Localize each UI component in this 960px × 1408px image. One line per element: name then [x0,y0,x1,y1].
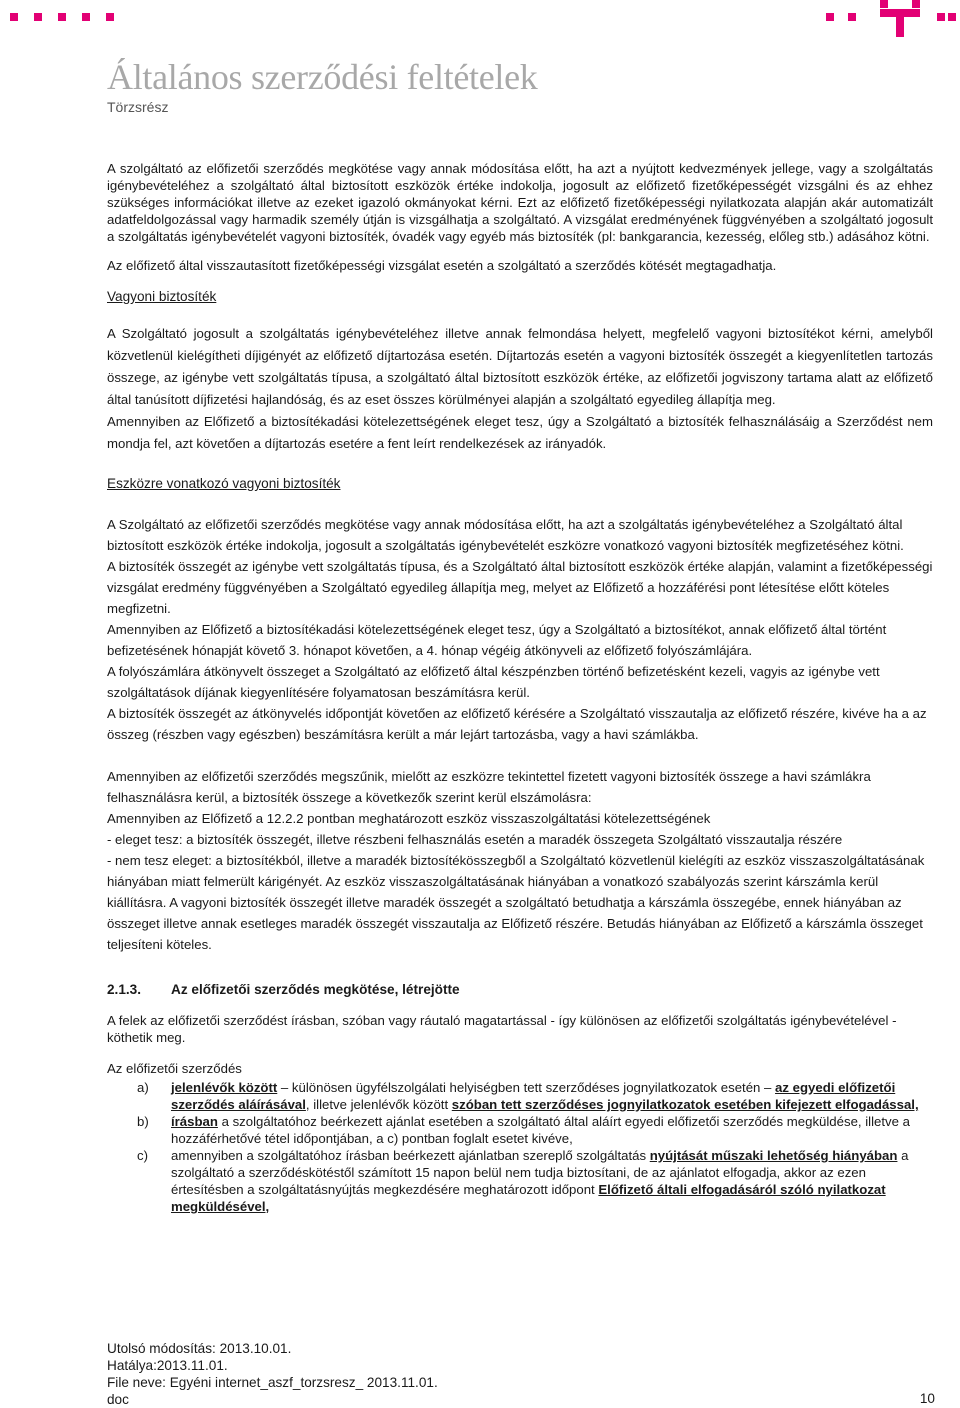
brand-square [106,13,114,21]
list-item [107,1113,933,1147]
contract-list [107,1079,933,1215]
paragraph: A Szolgáltató jogosult a szolgáltatás igénybevételéhez illetve annak felmondása helyett, megfelelő vagyoni biztosítékot kérni, amelyből közvetlenül kielégítheti díjigényét az előfizető díjtartozása esetén. Díjtartozás esetén a vagyoni biztosíték összegét a kiegyenlítetlen tartozás összege, az igénybe vett szolgáltatás típusa, a szolgáltató által biztosított eszközök értéke, az előfizetői jogviszony tartama alatt az előfizető által tanúsított díjfizetési hajlandóság, és az eset összes körülményei alapján a szolgáltató egyedileg állapítja meg. [107,326,933,407]
text-run: a szolgáltató a szerződéskötéstől számított 15 napon belül nem tudja biztosítani, de az ajánlatot elfogadja, akkor az ezen értesítésben a szolgáltatásnyújtás megkezdésére meghatározott időpont [171,1148,909,1197]
text-run: , illetve jelenlévők között [305,1097,452,1112]
list-item-label: a) [137,1080,149,1095]
list-item-label: c) [137,1148,148,1163]
document-body [107,160,933,1215]
brand-square [848,13,856,21]
emphasis-text: írásban [171,1114,218,1129]
paragraph: A szolgáltató az előfizetői szerződés megkötése vagy annak módosítása előtt, ha azt a nyújtott kedvezmények jellege, vagy a szolgáltatás igénybevételéhez a szolgáltató által biztosított eszközök értéke indokolja, jogosult az előfizető fizetőképességét vizsgálni és az ehhez szükséges információkat illetve az ezeket igazoló okmányokat kérni. Ezt az előfizető fizetőképességi nyilatkozata alapján akár automatizált adatfeldolgozással vagy harmadik személy útján is vizsgálhatja a szolgáltató. A vizsgálat eredményének függvényében a szolgáltató jogosult a szolgáltatás igénybevételét vagyoni biztosíték, óvadék vagy egyéb más biztosíték (pl: bankgarancia, kezesség, előleg stb.) adásához kötni. [107,161,933,244]
text-run: – különösen ügyfélszolgálati helyiségben tett szerződéses jognyilatkozatok esetén – [277,1080,776,1095]
section-title: Az előfizetői szerződés megkötése, létrejötte [171,982,460,997]
emphasis-text: szóban tett szerződéses jognyilatkozatok esetében kifejezett elfogadással, [451,1097,919,1112]
footer-ext: doc [107,1392,129,1407]
section-heading-213 [107,981,933,998]
paragraph: Az előfizetői szerződés [107,1061,242,1076]
list-item [107,1079,933,1113]
brand-square [82,13,90,21]
paragraph: A Szolgáltató az előfizetői szerződés megkötése vagy annak módosítása előtt, ha azt a szolgáltatás igénybevételéhez a Szolgáltató által biztosított eszközök értéke indokolja, jogosult a szolgáltatás igénybevételét eszközre vonatkozó vagyoni biztosíték megfizetéséhez kötni. [107,517,904,553]
paragraph: A folyószámlára átkönyvelt összeget a Szolgáltató az előfizető által készpénzben történő befizetésként kezeli, vagyis az igénybe vett szolgáltatások díjának kiegyenlítésére folyamatosan beszámításra kerül. [107,664,880,700]
paragraph: Amennyiben az Előfizető a biztosítékadási kötelezettségének eleget tesz, úgy a Szolgáltató a biztosíték felhasználásáig a Szerződést nem mondja fel, azt követően a díjtartozás esetére a fent leírt rendelkezések az irányadók. [107,414,933,451]
brand-square [34,13,42,21]
list-item-text [171,1113,933,1147]
footer [107,1340,438,1408]
paragraph: A felek az előfizetői szerződést írásban, szóban vagy ráutaló magatartással - így különösen az előfizetői szolgáltatás igénybevételével - köthetik meg. [107,1013,897,1045]
emphasis-text: nyújtását műszaki lehetőség hiányában [649,1148,898,1163]
page-title: Általános szerződési feltételek [107,57,538,97]
paragraph: A biztosíték összegét az átkönyvelés időpontját követően az előfizető kérésére a Szolgáltató visszautalja az előfizető részére, kivéve ha a az összeg (részben vagy egészben) beszámításra került a már lejárt tartozásba, vagy a havi számlákba. [107,706,927,742]
brand-square [10,13,18,21]
brand-top-bar [0,0,960,26]
paragraph: A biztosíték összegét az igénybe vett szolgáltatás típusa, és a Szolgáltató által biztosított eszközök értéke alapján, valamint a fizetőképességi vizsgálat eredmény függvényében a Szolgáltató egyedileg állapítja meg, melyet az Előfizető a hozzáférési pont létesítése előtt köteles megfizetni. [107,559,933,616]
paragraph: Amennyiben az Előfizető a biztosítékadási kötelezettségének eleget tesz, úgy a Szolgáltató a biztosítékot, annak előfizető által történt befizetésének hónapját követő 3. hónapot követően, a 4. hónap végéig átkönyveli az előfizető folyószámlájára. [107,622,887,658]
section-heading: Eszközre vonatkozó vagyoni biztosíték [107,476,341,491]
emphasis-text: jelenlévők között [171,1080,278,1095]
list-item: - eleget tesz: a biztosíték összegét, illetve részbeni felhasználás esetén a maradék összegeta Szolgáltató visszautalja részére [107,832,843,847]
emphasis-text: az egyedi előfizetői szerződés aláírásával [171,1080,896,1112]
list-item-text [171,1147,933,1215]
brand-square [948,13,956,21]
page-number: 10 [919,1391,935,1406]
list-item-text [171,1079,933,1113]
paragraph: Amennyiben az Előfizető a 12.2.2 pontban meghatározott eszköz visszaszolgáltatási kötelezettségének [107,811,711,826]
section-number: 2.1.3. [107,982,142,997]
footer-modified: Utolsó módosítás: 2013.10.01. [107,1341,292,1356]
emphasis-text: Előfizető általi elfogadásáról szóló nyilatkozat megküldésével, [171,1182,886,1214]
list-item: - nem tesz eleget: a biztosítékból, illetve a maradék biztosítékösszegből a Szolgáltató közvetlenül kielégíti az eszköz visszaszolgáltatásának hiányában miatt felmerült kárigényét. Az eszköz visszaszolgáltatásának hiányában a vonatkozó szabályozás szerint kárszámla kerül kiállításra. A vagyoni biztosíték összegét illetve maradék összegét a szolgáltató betudhatja a kárszámla összegébe, ennek hiányában az összeget illetve annak esetleges maradék összegét visszautalja az Előfizető részére. Betudás hiányában az Előfizető a kárszámla összeget teljesíteni köteles. [107,853,925,952]
list-item [107,1147,933,1215]
telekom-t-logo-icon [880,0,920,38]
brand-square [826,13,834,21]
page-subtitle: Törzsrész [107,99,169,115]
section-heading: Vagyoni biztosíték [107,289,217,304]
footer-filename: File neve: Egyéni internet_aszf_torzsresz_ 2013.11.01. [107,1375,438,1390]
paragraph: Amennyiben az előfizetői szerződés megszűnik, mielőtt az eszközre tekintettel fizetett vagyoni biztosíték összege a havi számlákra felhasználásra kerül, a biztosíték összege a következők szerint kerül elszámolásra: [107,769,871,805]
list-item-label: b) [137,1114,149,1129]
brand-square [937,13,945,21]
text-run: a szolgáltatóhoz beérkezett ajánlat esetében a szolgáltató által aláírt egyedi előfizetői szerződés megküldése, illetve a hozzáférhetővé tétel időpontjában, a c) pontban foglalt esetet kivéve, [171,1114,910,1146]
text-run: amennyiben a szolgáltatóhoz írásban beérkezett ajánlatban szereplő szolgáltatás [171,1148,650,1163]
brand-square [58,13,66,21]
footer-effective: Hatálya:2013.11.01. [107,1358,228,1373]
paragraph: Az előfizető által visszautasított fizetőképességi vizsgálat esetén a szolgáltató a szerződés kötését megtagadhatja. [107,258,777,273]
